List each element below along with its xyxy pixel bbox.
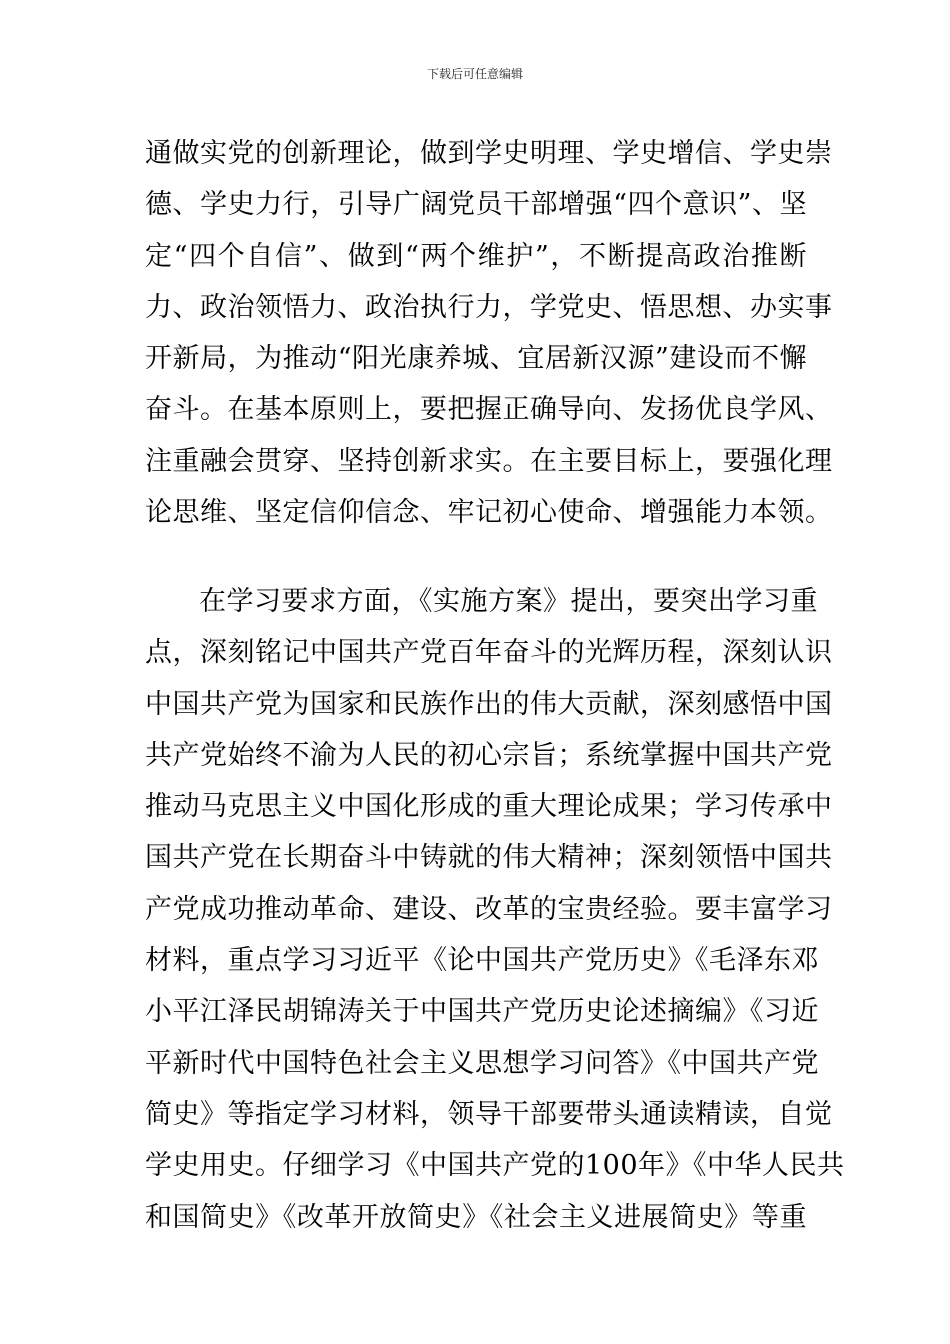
text-line: 中国共产党为国家和民族作出的伟大贡献，深刻感悟中国 <box>145 688 833 720</box>
text-line: 国共产党在长期奋斗中铸就的伟大精神；深刻领悟中国共 <box>145 842 833 874</box>
text-line: 奋斗。在基本原则上，要把握正确导向、发扬优良学风、 <box>145 394 833 426</box>
text-line: 推动马克思主义中国化形成的重大理论成果；学习传承中 <box>145 791 833 823</box>
text-line: 材料，重点学习习近平《论中国共产党历史》《毛泽东邓 <box>145 945 819 977</box>
text-line: 力、政治领悟力、政治执行力，学党史、悟思想、办实事 <box>145 291 833 323</box>
text-line: 平新时代中国特色社会主义思想学习问答》《中国共产党 <box>145 1047 819 1079</box>
text-line: 小平江泽民胡锦涛关于中国共产党历史论述摘编》《习近 <box>145 996 819 1028</box>
text-line: 共产党始终不渝为人民的初心宗旨；系统掌握中国共产党 <box>145 739 833 771</box>
text-line: 产党成功推动革命、建设、改革的宝贵经验。要丰富学习 <box>145 893 833 925</box>
text-line: 定“四个自信”、做到“两个维护”，不断提高政治推断 <box>145 240 807 272</box>
text-line: 简史》等指定学习材料，领导干部要带头通读精读，自觉 <box>145 1098 833 1130</box>
text-line: 通做实党的创新理论，做到学史明理、学史增信、学史崇 <box>145 138 833 169</box>
page-header-note: 下载后可任意编辑 <box>426 67 523 81</box>
text-line: 开新局，为推动“阳光康养城、宜居新汉源”建设而不懈 <box>145 343 807 375</box>
text-line: 学史用史。仔细学习《中国共产党的100年》《中华人民共 <box>145 1150 845 1182</box>
text-line: 和国简史》《改革开放简史》《社会主义进展简史》等重 <box>145 1201 807 1233</box>
paragraph-1 <box>145 128 833 538</box>
text-line: 论思维、坚定信仰信念、牢记初心使命、增强能力本领。 <box>145 497 833 529</box>
text-line: 德、学史力行，引导广阔党员干部增强“四个意识”、坚 <box>145 189 807 221</box>
text-line: 在学习要求方面，《实施方案》提出，要突出学习重 <box>199 586 818 617</box>
text-line: 注重融会贯穿、坚持创新求实。在主要目标上，要强化理 <box>145 445 833 477</box>
text-line: 点，深刻铭记中国共产党百年奋斗的光辉历程，深刻认识 <box>145 637 833 669</box>
paragraph-2 <box>145 576 845 1243</box>
